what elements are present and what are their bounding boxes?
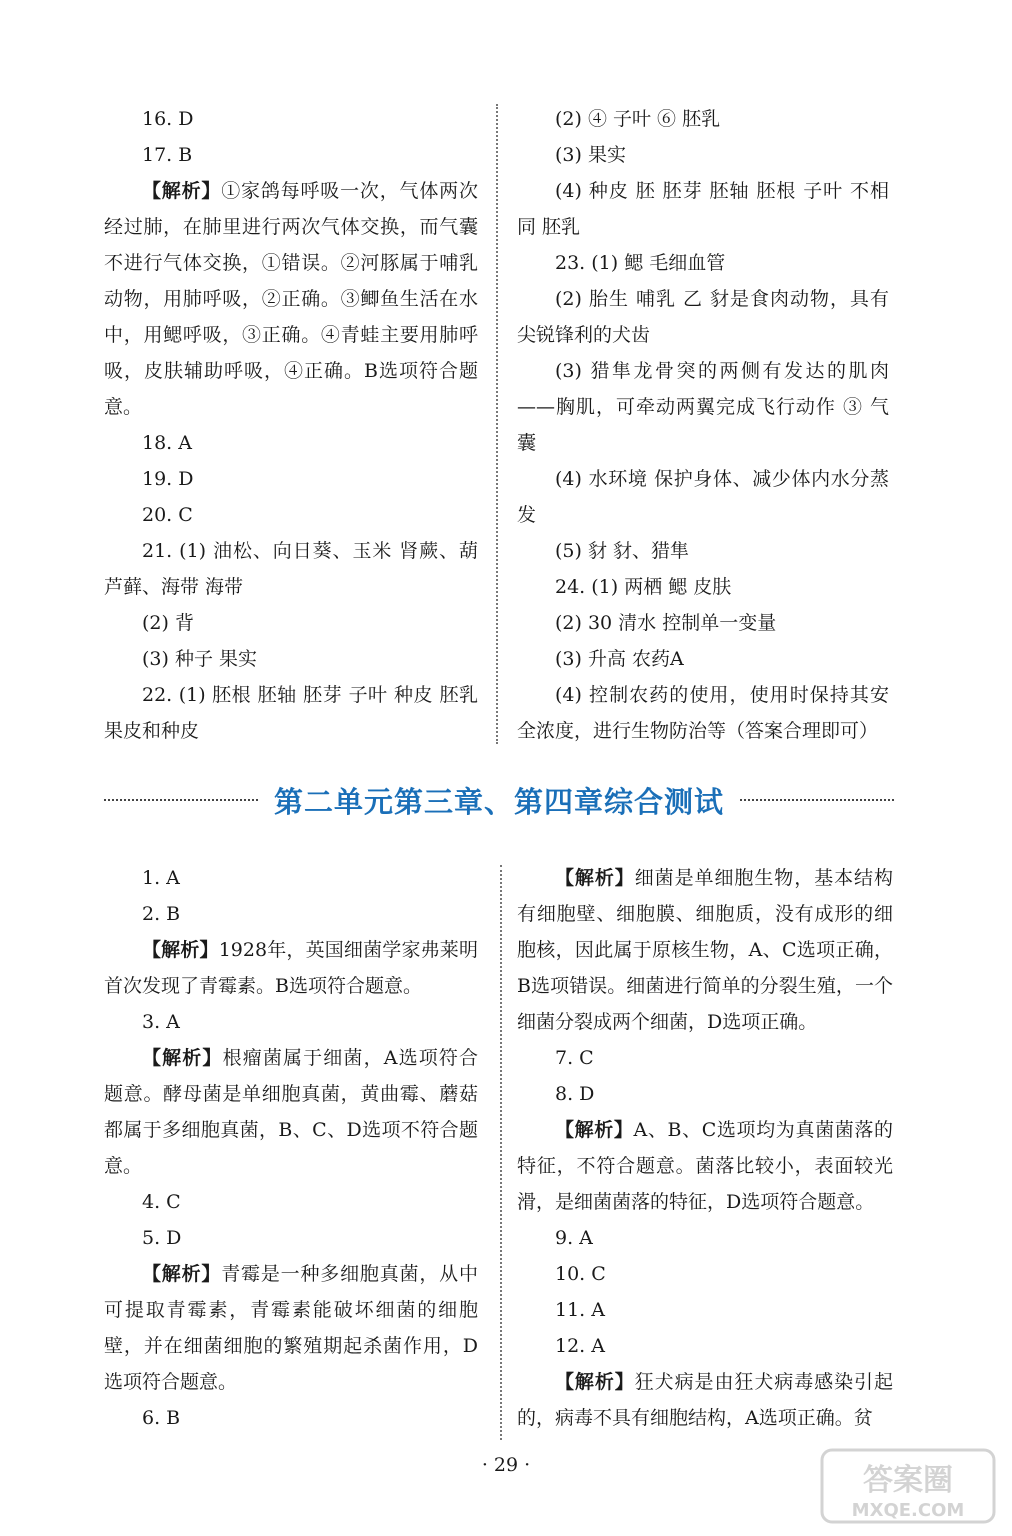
explanation-text: ①家鸽每呼吸一次，气体两次经过肺，在肺里进行两次气体交换，而气囊不进行气体交换，①错误。②河豚属于哺乳动物，用肺呼吸，②正确。③鲫鱼生活在水中，用鳃呼吸，③正确。④青蛙主要用肺呼吸，皮肤辅助呼吸，④正确。B选项符合题意。 bbox=[104, 180, 478, 418]
answer-line: (2) 30 清水 控制单一变量 bbox=[555, 612, 777, 634]
answer-line: (3) 果实 bbox=[555, 144, 626, 166]
answer-line: (4) 水环境 保护身体、减少体内水分蒸发 bbox=[517, 468, 889, 526]
answer-line: (3) 猎隼龙骨突的两侧有发达的肌肉——胸肌，可牵动两翼完成飞行动作 ③ 气囊 bbox=[517, 360, 889, 454]
explanation-tag: 【解析】 bbox=[142, 180, 222, 202]
answer-line: (5) 豺 豺、猎隼 bbox=[555, 540, 689, 562]
explanation-text: 1928年，英国细菌学家弗莱明首次发现了青霉素。B选项符合题意。 bbox=[104, 939, 478, 997]
answer-line: (4) 控制农药的使用，使用时保持其安全浓度，进行生物防治等（答案合理即可） bbox=[517, 684, 889, 742]
explanation-text: 青霉是一种多细胞真菌，从中可提取青霉素，青霉素能破坏细菌的细胞壁，并在细菌细胞的繁殖期起杀菌作用，D选项符合题意。 bbox=[104, 1263, 478, 1393]
answer-line: (2) 胎生 哺乳 乙 豺是食肉动物，具有尖锐锋利的犬齿 bbox=[517, 288, 889, 346]
answer-line: 5. D bbox=[142, 1227, 182, 1249]
bottom-right-column bbox=[517, 860, 893, 1436]
explanation-paragraph bbox=[517, 1112, 893, 1220]
column-divider-top bbox=[496, 104, 498, 744]
heading-dotted-rule-left bbox=[104, 799, 258, 801]
explanation-tag: 【解析】 bbox=[142, 1263, 222, 1285]
answer-line: 24. (1) 两栖 鳃 皮肤 bbox=[555, 576, 732, 598]
explanation-paragraph bbox=[104, 932, 478, 1004]
answer-line: 3. A bbox=[142, 1011, 180, 1033]
answer-line: 16. D bbox=[142, 108, 194, 130]
svg-text:答案圈: 答案圈 bbox=[863, 1463, 953, 1498]
column-divider-bottom bbox=[500, 865, 502, 1440]
answer-line: 7. C bbox=[555, 1047, 594, 1069]
explanation-tag: 【解析】 bbox=[142, 1047, 223, 1069]
explanation-text: 狂犬病是由狂犬病毒感染引起的，病毒不具有细胞结构，A选项正确。贫 bbox=[517, 1371, 893, 1429]
answer-line: 20. C bbox=[142, 504, 193, 526]
explanation-tag: 【解析】 bbox=[142, 939, 219, 961]
answer-line: 17. B bbox=[142, 144, 193, 166]
page-number: · 29 · bbox=[481, 1454, 531, 1476]
answer-line: 23. (1) 鳃 毛细血管 bbox=[555, 252, 726, 274]
answer-line: 4. C bbox=[142, 1191, 181, 1213]
explanation-tag: 【解析】 bbox=[555, 867, 635, 889]
answer-line: 8. D bbox=[555, 1083, 595, 1105]
answer-line: 10. C bbox=[555, 1263, 606, 1285]
answer-line: 21. (1) 油松、向日葵、玉米 肾蕨、葫芦藓、海带 海带 bbox=[104, 540, 478, 598]
answer-line: (2) 背 bbox=[142, 612, 194, 634]
answer-line: 12. A bbox=[555, 1335, 605, 1357]
answer-line: 2. B bbox=[142, 903, 181, 925]
answer-line: 19. D bbox=[142, 468, 194, 490]
explanation-paragraph bbox=[104, 1040, 478, 1184]
explanation-text: 细菌是单细胞生物，基本结构有细胞壁、细胞膜、细胞质，没有成形的细胞核，因此属于原核生物，A、C选项正确，B选项错误。细菌进行简单的分裂生殖，一个细菌分裂成两个细菌，D选项正确。 bbox=[517, 867, 893, 1033]
answer-line: 9. A bbox=[555, 1227, 593, 1249]
answer-line: 22. (1) 胚根 胚轴 胚芽 子叶 种皮 胚乳 果皮和种皮 bbox=[104, 684, 478, 742]
top-left-column bbox=[104, 101, 478, 749]
heading-dotted-rule-right bbox=[740, 799, 894, 801]
section-title: 第二单元第三章、第四章综合测试 bbox=[274, 784, 725, 819]
answer-line: (3) 种子 果实 bbox=[142, 648, 257, 670]
explanation-tag: 【解析】 bbox=[555, 1371, 635, 1393]
answer-line: 6. B bbox=[142, 1407, 181, 1429]
answer-line: 18. A bbox=[142, 432, 192, 454]
explanation-text: 根瘤菌属于细菌，A选项符合题意。酵母菌是单细胞真菌，黄曲霉、蘑菇都属于多细胞真菌，B、C、D选项不符合题意。 bbox=[104, 1047, 478, 1177]
section-heading bbox=[104, 772, 894, 828]
explanation-text: A、B、C选项均为真菌菌落的特征，不符合题意。菌落比较小，表面较光滑，是细菌菌落的特征，D选项符合题意。 bbox=[517, 1119, 893, 1213]
watermark-logo bbox=[818, 1446, 998, 1526]
answer-line: 11. A bbox=[555, 1299, 605, 1321]
answer-line: 1. A bbox=[142, 867, 180, 889]
explanation-tag: 【解析】 bbox=[555, 1119, 634, 1141]
explanation-paragraph bbox=[104, 173, 478, 425]
bottom-left-column bbox=[104, 860, 478, 1436]
answer-line: (3) 升高 农药A bbox=[555, 648, 684, 670]
explanation-paragraph bbox=[104, 1256, 478, 1400]
explanation-paragraph bbox=[517, 860, 893, 1040]
top-right-column bbox=[517, 101, 889, 749]
answer-line: (4) 种皮 胚 胚芽 胚轴 胚根 子叶 不相同 胚乳 bbox=[517, 180, 889, 238]
answer-line: (2) ④ 子叶 ⑥ 胚乳 bbox=[555, 108, 721, 130]
explanation-paragraph bbox=[517, 1364, 893, 1436]
svg-text:MXQE.COM: MXQE.COM bbox=[851, 1500, 965, 1521]
